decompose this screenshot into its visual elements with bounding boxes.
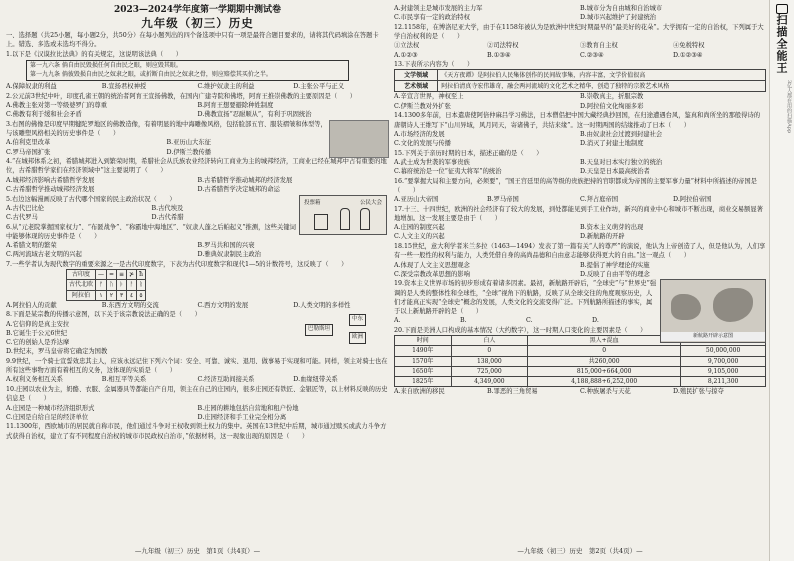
option[interactable]: C.维护奴隶主的利益 [197,83,255,91]
option[interactable]: A.伯利克里改革 [6,139,51,147]
cell: 1650年 [395,366,452,376]
option[interactable]: C.庄园是自给自足的经济单位 [6,413,89,421]
statement: ③教育自主权 [580,42,618,50]
cell: ⊁ [127,270,137,280]
numeral-table [66,269,146,301]
option[interactable]: C.②③④ [580,51,604,59]
cell: ᚦ [117,280,127,290]
left-page [6,4,389,556]
option[interactable]: A.权利义务相互关系 [6,376,63,384]
cell: 古印度 [67,270,96,280]
question-18: 18.15世纪，意大利学者米兰多拉（1463—1494）发表了第一篇有关“人的尊严”的演说，他认为上帝创造了人，但是他认为，人们享有一些一般性的权利与能力，人类凭借自身的高尚品德和自由意志能够获得更大的自由。”这一观点（ ） [394,243,766,260]
option[interactable]: C.市民享有一定的政治特权 [394,14,470,22]
question-14: 14.1300多年前，日本遣唐使阿倍仲麻吕学习佛法，日本僧侣把中国大藏经典抄回国，在归途遭遇台风，鉴真和尚所坐的那般得诗的唐朝诗人王维写下“山川异域，风月同天，寄诸佛子，共结来缘”。这一时期两国的结缘推动了日本（ ） [394,112,761,129]
option[interactable]: B.罗马帝国 [487,196,519,204]
cell: 阿拉伯 [67,290,96,300]
q3-options [6,138,327,156]
option[interactable]: A.来自欧洲的移民 [394,388,445,396]
scanner-tagline: 3亿人都在用的扫描App [786,80,792,134]
option[interactable]: B. [460,317,467,325]
scanner-sidebar [769,0,794,561]
statement: ④免税特权 [673,42,705,50]
statement: ②司法特权 [487,42,519,50]
option[interactable]: B.罗马共和国的兴衰 [197,242,255,250]
option[interactable]: A.武士成为世袭的军事贵族 [394,158,470,166]
cell: 815,000+664,000 [528,366,681,376]
question-5: 5.右边这幅漫画反映了古代哪个国家的民主政治状况（ ） [6,195,176,203]
question-16: 16.“要掌握大局和主要方向，必须要”，“国王宫廷里的高等级的贵族把持的官职都成为帝国的主要军事力量”材料中所描述的帝国是（ ） [394,177,757,194]
right-page [394,4,766,556]
option[interactable]: B.古代埃及 [151,204,184,212]
column-header: 黑人+混血 [528,336,681,346]
option[interactable]: D.庄园经济和手工业完全相分离 [197,413,287,421]
q1-source-line: 第一九六条 倘自由民毁损任何自由民之眼，则应毁其眼。 [30,62,182,70]
option[interactable]: B.它诞生于公元6世纪 [6,329,68,337]
table-row [395,366,766,376]
q4-options [6,176,389,194]
option[interactable]: A.封建领主是城市发展的主力军 [394,5,483,12]
cell: ᚢ [107,280,117,290]
option[interactable]: A.庄园是一种城市经济组织形式 [6,404,95,412]
cell: 8,211,300 [681,377,766,387]
option[interactable]: C.深受宗教改革思想的影响 [394,270,470,278]
q15-options [394,158,766,176]
cell: 艺术领域 [395,81,438,92]
cell: — [96,270,107,280]
cell: ħ [137,270,146,280]
option[interactable]: C.佛教有利于缓和社会矛盾 [6,111,82,119]
option[interactable]: A.亚历山大帝国 [394,196,439,204]
question-3: 3.右图的佛像是印度早期犍陀罗地区的佛教造像，有着明显的地中海雕像风格，包括脸部五官、服装褶皱和体型等，与该雕塑风格相关的历史事件是（ ） [6,120,327,138]
option[interactable]: B.崇敬真主，折服宗教 [580,93,644,101]
option[interactable]: D.殖民扩张与掠夺 [673,388,724,396]
cell: ٣ [117,290,127,300]
q11-options [394,4,766,22]
ballot-box-icon [314,214,328,230]
option[interactable]: B.城市分为自由城和自治城市 [580,5,663,12]
diagram-node: 中东 [349,314,366,325]
option[interactable]: B.宣扬君权神授 [101,83,147,91]
option[interactable]: A.它信仰的是真主安拉 [6,320,70,328]
cell: 共260,000 [528,356,681,366]
page-footer: —九年级（初三）历史 第2页（共4页）— [517,546,643,555]
scan-logo-icon [776,4,788,14]
option[interactable]: A.城邦经济影响古希腊哲学发展 [6,176,95,184]
option[interactable]: A.①②③ [394,51,418,59]
question-9: 9.9世纪，一个骑士宣誓效忠其主人，应该永远记住下列六个词：安全、可靠、诚实、退用、做事易于实现和可能。同样，领主对骑士也在所有这些事物方面有着相互的义务，这体现的实质是（ ） [6,358,388,375]
table-row [67,280,146,290]
option[interactable]: C.古希腊哲学推动城邦经济发展 [6,185,95,193]
question-2: 2.公元前3世纪中叶，印度孔雀王朝的统治者阿育王宣扬佛教，在国内广建寺院和佛塔，阿育王推崇佛教的主要原因是（ ） [6,92,357,100]
option[interactable]: D.新航路的开辟 [580,233,625,241]
column-header: 时间 [395,336,452,346]
option[interactable]: B.资本主义萌芽的出现 [580,224,644,232]
cell: 9,105,000 [681,366,766,376]
q20-options [394,387,766,396]
option[interactable]: B.古希腊哲学推动城邦的经济发展 [197,176,293,184]
cell: 138,000 [451,356,528,366]
question-20: 20.下面是美洲人口构成的基本情况（大约数字），这一时期人口变化的主要因素是（ ） [394,327,647,334]
option[interactable]: A.辛宣言世界，神权至上 [394,93,464,101]
option[interactable]: D.消灭了封建土地制度 [580,139,644,147]
q14-options [394,130,766,148]
option[interactable]: B.亚历山大东征 [166,139,211,147]
q12-statements [394,41,766,50]
cell: ᚠ [96,280,107,290]
table-row [395,81,766,92]
option[interactable]: C.它的创始人是乔达摩 [6,339,70,347]
option[interactable]: C.人文主义的兴起 [394,233,445,241]
option[interactable]: D.阿拉伯帝国 [673,196,712,204]
cartoon-label: 公民大会 [359,199,382,206]
instructions: 一、选择题（共25小题，每小题2分，共50分）在每小题列出的四个备选项中只有一项是最符合题目要求的，请将其代码填涂在答题卡上。错选、多选或未选均不得分。 [6,32,379,49]
option[interactable]: B.阿育王想要避除种姓制度 [197,102,274,110]
person-icon [360,208,370,230]
option[interactable]: C.伊斯兰教对外扩张 [394,102,451,110]
q8-options [6,320,301,357]
option[interactable]: A.古代巴比伦 [6,204,45,212]
option[interactable]: B.①③④ [487,51,511,59]
cell: ٥ [137,290,146,300]
map-caption: 新航路开辟示意图 [661,332,765,341]
cell: ᚱ [137,280,146,290]
question-11: 11.1300年，西欧城市的居民就自称市民，他们通过斗争对王权收到领土权力的集中。英国在13世纪中后期，城市通过赎买或武力斗争方式获得自治权，建立了有不同程度自治权的城市市民政权自治市，”依据材料，这一现象出现的原因是（ ） [6,423,387,440]
option[interactable]: B.提倡了神学理论的实施 [580,261,650,269]
cell: 《天方夜谭》是阿拉伯人民集体创作的民间故事集，内容丰富，文学价值很高 [438,70,766,81]
voting-cartoon [299,195,387,235]
option[interactable]: A.希腊文明的繁荣 [6,242,57,250]
cell: 725,000 [451,366,528,376]
cell: 1570年 [395,356,452,366]
question-6: 6.从“元老院掌握国家权力”、“布匿战争”、“称霸地中海地区”、“奴隶人蓬之后帕起义”推测，这些关键词中能够体现的历史事件是（ ） [6,223,296,240]
q1-source-line: 第一九九条 倘彼毁损自由民之奴隶之眼，或折断自由民之奴隶之骨，则应赔偿其买价之半。 [30,70,272,78]
option[interactable]: D.佛教宣扬“忍耐顺从”，有利于巩固统治 [197,111,312,119]
option[interactable]: A.市场经济的发展 [394,130,445,138]
buddha-statue-photo [329,120,389,158]
map-continent [713,288,753,322]
option[interactable]: D.①②③④ [673,51,703,59]
cell: 0 [451,346,528,356]
question-8: 8.下面是某宗教的传播示意图，以下关于该宗教说法正确的是（ ） [6,311,201,319]
cell: ٢ [107,290,117,300]
question-7: 7.一些学者认为现代数字的重要来源之一是古代印度数字，下表为古代印度数字和现代1—5的计数符号，这反映了（ ） [6,260,348,268]
cell: 4,349,000 [451,377,528,387]
q9-options [6,375,389,384]
option[interactable]: C.罗马帝国扩张 [6,148,51,156]
q6-options [6,241,389,259]
diagram-node: 巴勒斯坦 [305,324,333,335]
cell: 古代北欧 [67,280,96,290]
scanner-brand: 扫描全能王 [775,14,788,74]
option[interactable]: D.古希腊哲学决定城邦的命运 [197,185,280,193]
option[interactable]: D.反映了自由平等的理念 [580,270,650,278]
q13-options [394,92,766,110]
option[interactable]: B.由奴隶社会过渡到封建社会 [580,130,663,138]
option[interactable]: C. [526,317,533,325]
question-13: 13.下表所示内容为（ ） [394,61,474,69]
page-footer: —九年级（初三）历史 第1页（共4页）— [134,546,261,555]
option[interactable]: D.伊斯兰教传播 [166,148,212,156]
option[interactable]: B.天皇对日本实行独立的统治 [580,158,663,166]
option[interactable]: A.庄园的制度兴起 [394,224,445,232]
question-4: 4.“在城邦体系之初，希腊城邦进入到繁荣时期，希腊社会从氏族农业经济转向工商业为主的城邦经济，工商业已经在城邦中占有重要的地位，古希腊哲学家们在经济领域中”这主要说明了（ ） [6,158,387,175]
table-row [395,356,766,366]
cell: = [107,270,117,280]
question-17: 17.十三、十四世纪，欧洲的社会经济有了较大的发展，到处都能见到手工业作坊，新兴的商业中心和城市不断出现，商业交易额显著地增加。这一发展主要是由于（ ） [394,205,763,223]
q16-options [394,195,766,204]
table-row [67,270,146,280]
option[interactable]: D. [592,317,599,325]
option[interactable]: B.相互平等关系 [101,376,147,384]
option[interactable]: A.佛教主张对第一等级婆罗门的尊重 [6,102,108,110]
option[interactable]: B.罪恶的三角贸易 [487,388,538,396]
cell: ᚨ [127,280,137,290]
q17-options [394,223,766,241]
sea-route-map [660,279,766,343]
option[interactable]: C.西方文明的发展 [197,301,249,309]
cell: 阿拉伯清真寺宏伟雄奇，融会两河流域的文化艺术之精华，创造了独特的宗教艺术风格 [438,81,766,92]
question-19: 19.资本主义世界市场的初步形成有着诸多因素。最初，新航路开辟后，“全球史”与“世界史”强调的是人类的整体性和全球性，“全球”视角下的航路，反映了从全球交往的角度观察历史，人们才能真正实现“全球史”概念的发展，人类文化的交流变得广泛。下列航路所描述的事实，属于以上新航路开辟的是（ ） [394,280,657,316]
q7-options [6,301,389,310]
option[interactable]: A.体现了人文主义思想观念 [394,261,470,269]
option[interactable]: C.幕府统治是一位“征夷大将军”的统治 [394,168,502,176]
q19-options [394,316,658,325]
q2-options [6,101,389,119]
option[interactable]: A.阿拉伯人的贡献 [6,301,57,309]
option[interactable]: D.古代希腊 [151,213,184,221]
cell: 9,700,000 [681,356,766,366]
q18-options [394,261,766,279]
question-10: 10.庄园以农业为主，奶酪、衣服、金属器具等都能自产自用，领主在自己的庄园内，很多庄园还有铁匠、金银匠等，以上材料反映的历史信息是（ ） [6,386,388,403]
question-15: 15.下列关于亲历时期的日本，描述正确的是（ ） [394,149,543,157]
diagram-node: 欧洲 [349,332,366,343]
q12-options [394,51,766,60]
option[interactable]: C.经济互助间接关系 [197,376,255,384]
option[interactable]: C.种族屠杀与天花 [580,388,631,396]
q1-options [6,82,389,91]
table-row [67,290,146,300]
option[interactable]: D.阿拉伯文化绚丽多彩 [580,102,644,110]
option[interactable]: D.主张公平与正义 [293,83,345,91]
table-row [395,377,766,387]
option[interactable]: D.天皇是日本最高统治者 [580,168,650,176]
option[interactable]: A.保障奴隶的利益 [6,83,57,91]
exam-subject: 九年级（初三）历史 [141,16,254,30]
question-1: 1.以下是《汉谟拉比法典》的有关规定，这说明该法典（ ） [6,50,183,58]
option[interactable]: C.两河流域古老文明的兴起 [6,251,82,259]
option[interactable]: A. [394,317,401,325]
option[interactable]: B.庄园的耕地包括自营地和租户份地 [197,404,299,412]
q5-options [6,204,297,222]
cell: 50,000,000 [681,346,766,356]
table-row [395,346,766,356]
option[interactable]: D.城市兴起维护了封建统治 [580,14,657,22]
cartoon-label: 投票箱 [304,199,321,206]
table-row [395,70,766,81]
culture-table [394,69,766,92]
question-12: 12.1158年，在博洛尼亚大学，由于在1158年被认为是欧洲中世纪时期最早的“最美好的花朵”。大学拥有一定的自治权，下列属于大学自治权利的是（ ） [394,23,764,41]
option[interactable]: D.人类文明的多样性 [293,301,351,309]
cell: 文学领域 [395,70,438,81]
cell: ٤ [127,290,137,300]
cell: 1490年 [395,346,452,356]
religion-spread-diagram [305,312,385,344]
option[interactable]: D.雅典奴隶制民主政治 [197,251,261,259]
cell: 0 [528,346,681,356]
statement: ①立法权 [394,42,420,50]
cell: ١ [96,290,107,300]
column-header: 白人 [451,336,528,346]
option[interactable]: B.东西方文明的交流 [101,301,159,309]
q10-options [6,404,389,422]
q1-source-box [26,60,349,81]
cell: ≡ [117,270,127,280]
cell: 1825年 [395,377,452,387]
option[interactable]: C.拜占庭帝国 [580,196,619,204]
option[interactable]: C.文化的发展与传播 [394,139,451,147]
person-icon [340,208,350,230]
option[interactable]: D.世纪末，罗马皇帝将它确定为国教 [6,348,108,356]
map-continent [671,294,701,320]
option[interactable]: C.古代罗马 [6,213,38,221]
option[interactable]: D.血缘纽带关系 [293,376,338,384]
exam-title: 2023—2024学年度第一学期期中测试卷 [113,5,282,15]
cell: 4,188,888+6,252,000 [528,377,681,387]
